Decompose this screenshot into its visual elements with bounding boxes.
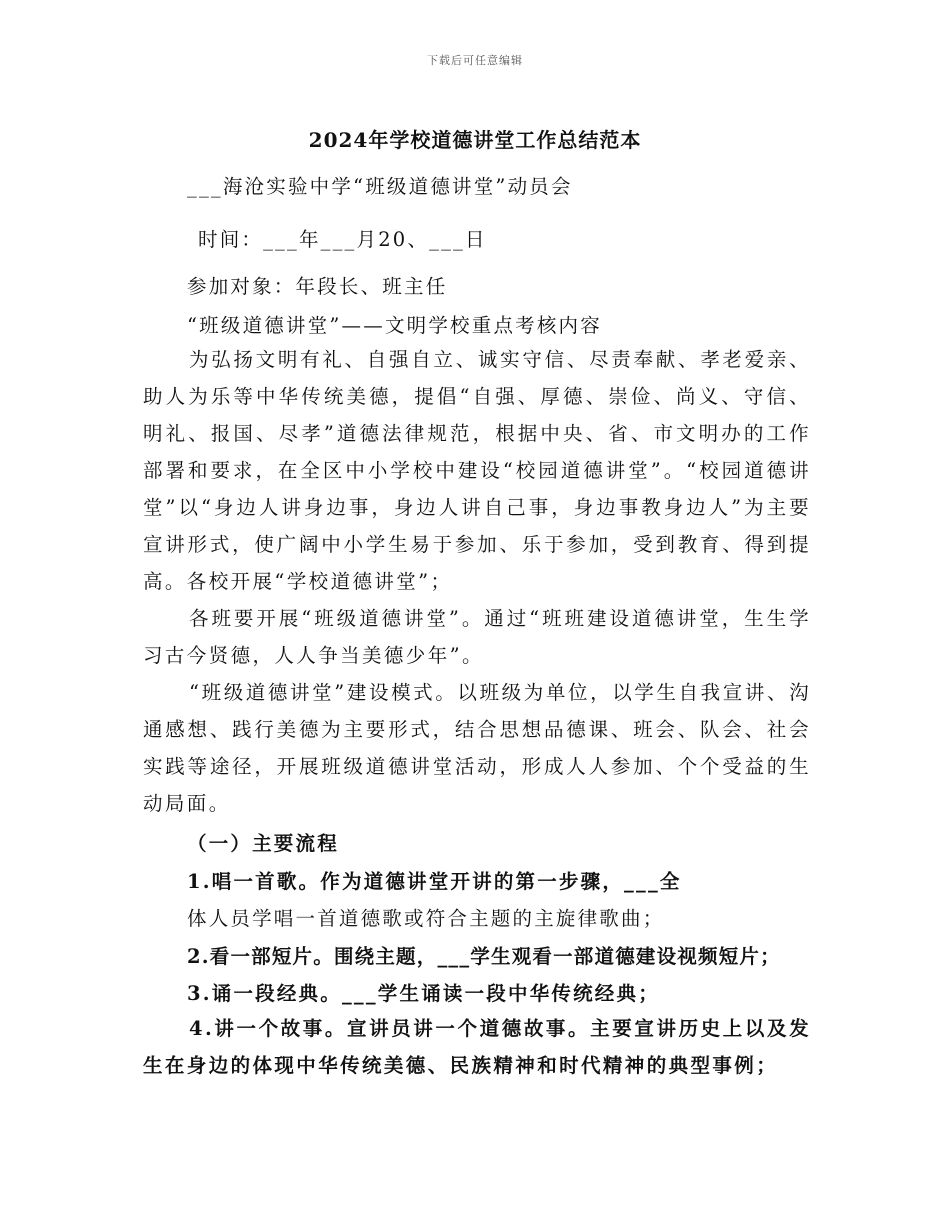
paragraph-2: 各班要开展“班级道德讲堂”。通过“班班建设道德讲堂，生生学习古今贤德，人人争当美德少年”。 bbox=[143, 607, 811, 667]
participants: 参加对象：年段长、班主任 bbox=[187, 275, 448, 298]
header-note: 下载后可任意编辑 bbox=[427, 54, 523, 67]
step-1-continuation: 体人员学唱一首道德歌或符合主题的主旋律歌曲； bbox=[187, 907, 665, 930]
document-title: 2024年学校道德讲堂工作总结范本 bbox=[308, 128, 642, 152]
step-3: 3.诵一段经典。___学生诵读一段中华传统经典； bbox=[187, 982, 660, 1005]
paragraph-1: 为弘扬文明有礼、自强自立、诚实守信、尽责奉献、孝老爱亲、助人为乐等中华传统美德，提倡“自强、厚德、崇俭、尚义、守信、明礼、报国、尽孝”道德法律规范，根据中央、省、市文明办的工作部署和要求，在全区中小学校中建设“校园道德讲堂”。“校园道德讲堂”以“身边人讲身边事，身边人讲自己事，身边事教身边人”为主要宣讲形式，使广阔中小学生易于参加、乐于参加，受到教育、得到提高。各校开展“学校道德讲堂”； bbox=[143, 348, 811, 593]
process-heading: （一）主要流程 bbox=[187, 832, 339, 855]
section-heading: “班级道德讲堂”——文明学校重点考核内容 bbox=[187, 314, 602, 337]
time-line: 时间：___年___月20、___日 bbox=[198, 228, 487, 251]
step-4: 4.讲一个故事。宣讲员讲一个道德故事。主要宣讲历史上以及发生在身边的体现中华传统美德、民族精神和时代精神的典型事例； bbox=[143, 1017, 811, 1077]
subtitle: ___海沧实验中学“班级道德讲堂”动员会 bbox=[187, 175, 573, 198]
step-1: 1.唱一首歌。作为道德讲堂开讲的第一步骤，___全 bbox=[187, 870, 682, 893]
step-2: 2.看一部短片。围绕主题，___学生观看一部道德建设视频短片； bbox=[187, 945, 781, 968]
paragraph-3: “班级道德讲堂”建设模式。以班级为单位，以学生自我宣讲、沟通感想、践行美德为主要形式，结合思想品德课、班会、队会、社会实践等途径，开展班级道德讲堂活动，形成人人参加、个个受益的生动局面。 bbox=[143, 681, 811, 815]
